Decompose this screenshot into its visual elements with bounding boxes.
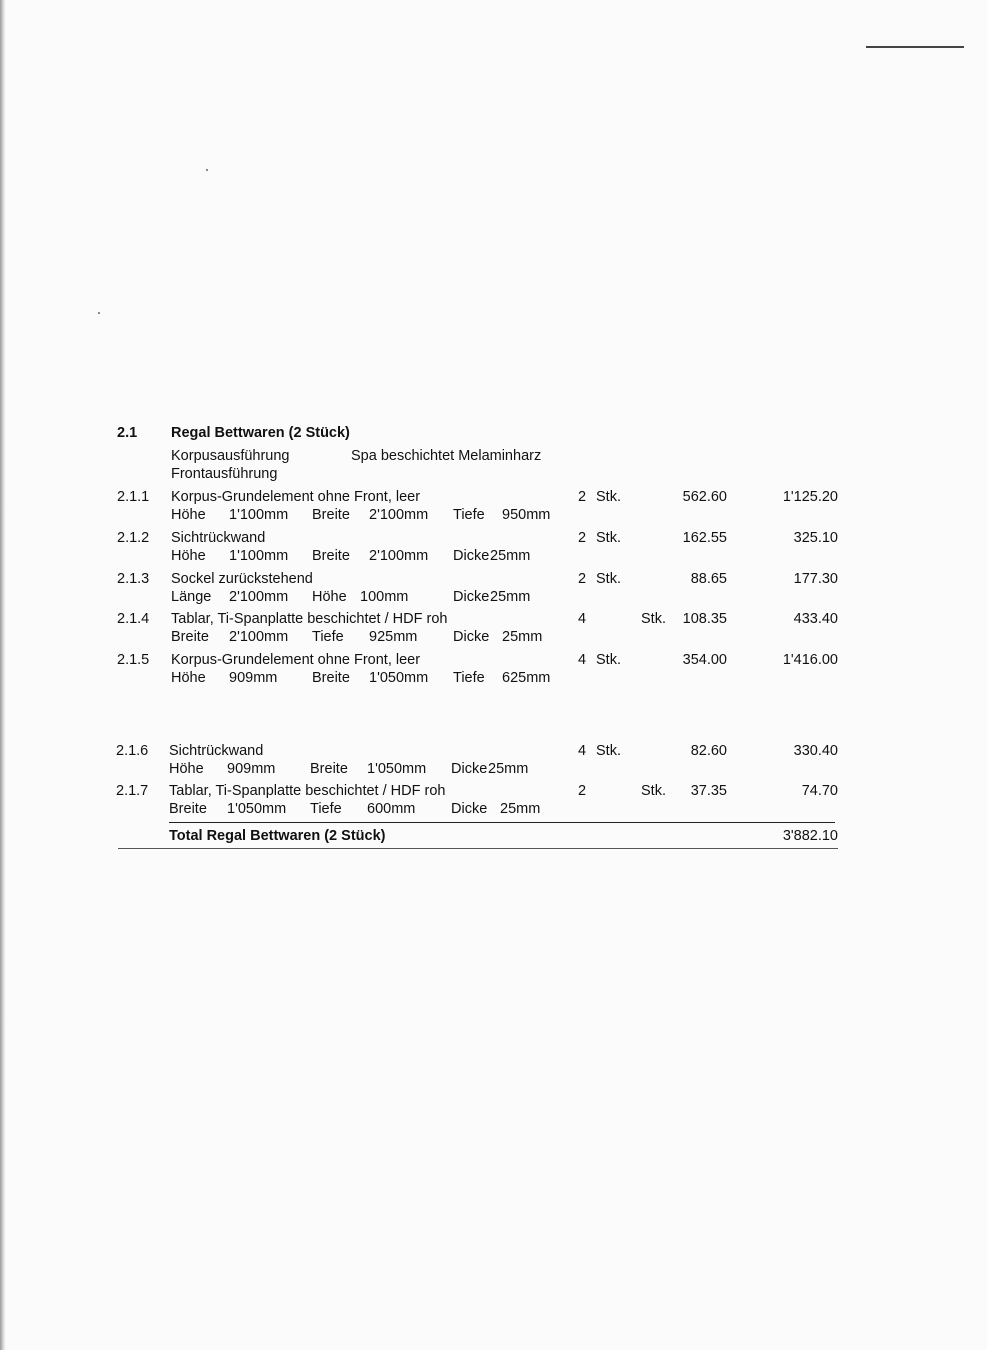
dim-label: Breite xyxy=(312,507,350,523)
spec-label-korpus: Korpusausführung xyxy=(171,448,290,464)
dim-label: Breite xyxy=(171,629,209,645)
item-unit: Stk. xyxy=(596,652,621,668)
dim-value: 25mm xyxy=(490,589,531,605)
dim-value: 909mm xyxy=(229,670,278,686)
item-quantity: 4 xyxy=(578,743,587,759)
dim-label: Höhe xyxy=(171,670,206,686)
section-number: 2.1 xyxy=(117,425,138,441)
dim-label: Tiefe xyxy=(453,670,485,686)
item-unit-price: 82.60 xyxy=(690,743,727,759)
item-total: 433.40 xyxy=(793,611,838,627)
dim-value: 1'050mm xyxy=(227,801,287,817)
dim-label: Dicke xyxy=(451,801,488,817)
item-unit: Stk. xyxy=(596,743,621,759)
item-unit: Stk. xyxy=(641,783,666,799)
dim-value: 2'100mm xyxy=(229,589,289,605)
dim-label: Tiefe xyxy=(453,507,485,523)
item-position: 2.1.4 xyxy=(117,611,150,627)
dim-label: Breite xyxy=(312,548,350,564)
dim-label: Höhe xyxy=(171,507,206,523)
item-total: 177.30 xyxy=(793,571,838,587)
dim-label: Höhe xyxy=(312,589,347,605)
item-description: Sichtrückwand xyxy=(169,743,264,759)
item-description: Tablar, Ti-Spanplatte beschichtet / HDF roh xyxy=(171,611,448,627)
item-unit-price: 562.60 xyxy=(682,489,727,505)
item-position: 2.1.3 xyxy=(117,571,150,587)
total-bottom-rule xyxy=(118,848,838,849)
item-description: Tablar, Ti-Spanplatte beschichtet / HDF roh xyxy=(169,783,446,799)
item-unit-price: 37.35 xyxy=(690,783,727,799)
total-top-rule xyxy=(169,822,835,823)
item-quantity: 2 xyxy=(578,571,587,587)
item-total: 1'416.00 xyxy=(782,652,838,668)
spec-value-korpus: Spa beschichtet Melaminharz xyxy=(351,448,542,464)
item-unit: Stk. xyxy=(641,611,666,627)
dim-label: Höhe xyxy=(169,761,204,777)
dim-value: 625mm xyxy=(502,670,551,686)
dim-value: 25mm xyxy=(490,548,531,564)
item-unit: Stk. xyxy=(596,489,621,505)
item-quantity: 2 xyxy=(578,530,587,546)
dim-value: 2'100mm xyxy=(369,548,429,564)
dim-value: 2'100mm xyxy=(229,629,289,645)
total-label: Total Regal Bettwaren (2 Stück) xyxy=(169,828,386,844)
item-position: 2.1.6 xyxy=(116,743,149,759)
item-description: Korpus-Grundelement ohne Front, leer xyxy=(171,489,421,505)
dim-label: Höhe xyxy=(171,548,206,564)
item-unit-price: 88.65 xyxy=(690,571,727,587)
item-unit-price: 108.35 xyxy=(682,611,727,627)
dim-label: Länge xyxy=(171,589,212,605)
item-quantity: 4 xyxy=(578,652,587,668)
item-position: 2.1.2 xyxy=(117,530,150,546)
dim-label: Dicke xyxy=(453,548,490,564)
dim-value: 1'050mm xyxy=(367,761,427,777)
dim-value: 909mm xyxy=(227,761,276,777)
item-unit: Stk. xyxy=(596,571,621,587)
dim-value: 25mm xyxy=(500,801,541,817)
item-quantity: 2 xyxy=(578,783,587,799)
dim-value: 950mm xyxy=(502,507,551,523)
item-description: Korpus-Grundelement ohne Front, leer xyxy=(171,652,421,668)
item-description: Sichtrückwand xyxy=(171,530,266,546)
dim-label: Breite xyxy=(312,670,350,686)
item-description: Sockel zurückstehend xyxy=(171,571,313,587)
item-unit: Stk. xyxy=(596,530,621,546)
scan-edge-shadow xyxy=(0,0,6,1350)
dim-value: 25mm xyxy=(488,761,529,777)
item-unit-price: 162.55 xyxy=(682,530,727,546)
item-position: 2.1.5 xyxy=(117,652,150,668)
dim-value: 1'100mm xyxy=(229,507,289,523)
dim-value: 2'100mm xyxy=(369,507,429,523)
item-total: 325.10 xyxy=(793,530,838,546)
scan-speck xyxy=(206,169,208,171)
dim-value: 600mm xyxy=(367,801,416,817)
grand-total: 3'882.10 xyxy=(782,828,838,844)
dim-value: 100mm xyxy=(360,589,409,605)
item-position: 2.1.1 xyxy=(117,489,150,505)
dim-label: Dicke xyxy=(451,761,488,777)
dim-label: Dicke xyxy=(453,629,490,645)
section-title: Regal Bettwaren (2 Stück) xyxy=(171,425,350,441)
dim-value: 1'050mm xyxy=(369,670,429,686)
item-total: 330.40 xyxy=(793,743,838,759)
top-rule xyxy=(866,46,964,48)
item-position: 2.1.7 xyxy=(116,783,149,799)
dim-label: Tiefe xyxy=(310,801,342,817)
dim-label: Breite xyxy=(310,761,348,777)
item-total: 74.70 xyxy=(801,783,838,799)
item-quantity: 2 xyxy=(578,489,587,505)
item-quantity: 4 xyxy=(578,611,587,627)
scan-speck xyxy=(98,312,100,314)
dim-label: Tiefe xyxy=(312,629,344,645)
dim-label: Breite xyxy=(169,801,207,817)
dim-value: 1'100mm xyxy=(229,548,289,564)
dim-value: 25mm xyxy=(502,629,543,645)
item-total: 1'125.20 xyxy=(782,489,838,505)
spec-label-front: Frontausführung xyxy=(171,466,278,482)
dim-value: 925mm xyxy=(369,629,418,645)
item-unit-price: 354.00 xyxy=(682,652,727,668)
dim-label: Dicke xyxy=(453,589,490,605)
